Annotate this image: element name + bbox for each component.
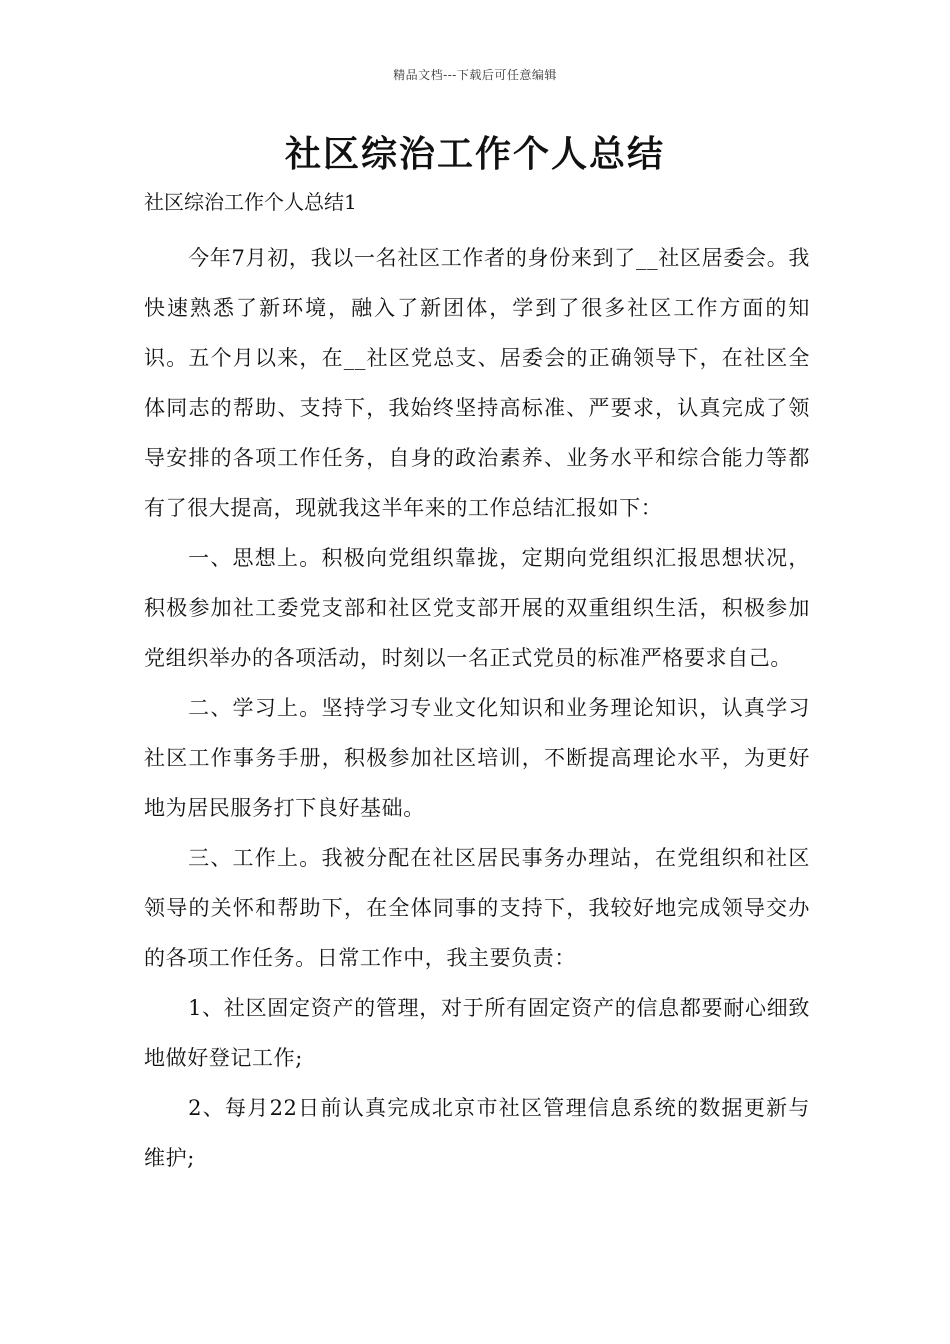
- paragraph-study: 二、学习上。坚持学习专业文化知识和业务理论知识，认真学习社区工作事务手册，积极参加社区培训，不断提高理论水平，为更好地为居民服务打下良好基础。: [144, 696, 810, 820]
- document-body: [144, 233, 810, 1183]
- paragraph-thought: 一、思想上。积极向党组织靠拢，定期向党组织汇报思想状况，积极参加社工委党支部和社区党支部开展的双重组织生活，积极参加党组织举办的各项活动，时刻以一名正式党员的标准严格要求自己。: [144, 546, 810, 670]
- header-note: 精品文档---下载后可任意编辑: [393, 68, 557, 82]
- paragraph-work: 三、工作上。我被分配在社区居民事务办理站，在党组织和社区领导的关怀和帮助下，在全体同事的支持下，我较好地完成领导交办的各项工作任务。日常工作中，我主要负责：: [144, 846, 810, 970]
- paragraph-duty-2: 2、每月22日前认真完成北京市社区管理信息系统的数据更新与维护;: [144, 1096, 810, 1170]
- document-subtitle: 社区综治工作个人总结1: [144, 190, 357, 214]
- document-title: 社区综治工作个人总结: [284, 133, 665, 175]
- paragraph-duty-1: 1、社区固定资产的管理，对于所有固定资产的信息都要耐心细致地做好登记工作;: [144, 996, 810, 1070]
- paragraph-intro: 今年7月初，我以一名社区工作者的身份来到了__社区居委会。我快速熟悉了新环境，融入了新团体，学到了很多社区工作方面的知识。五个月以来，在__社区党总支、居委会的正确领导下，在社区全体同志的帮助、支持下，我始终坚持高标准、严要求，认真完成了领导安排的各项工作任务，自身的政治素养、业务水平和综合能力等都有了很大提高，现就我这半年来的工作总结汇报如下：: [144, 246, 810, 520]
